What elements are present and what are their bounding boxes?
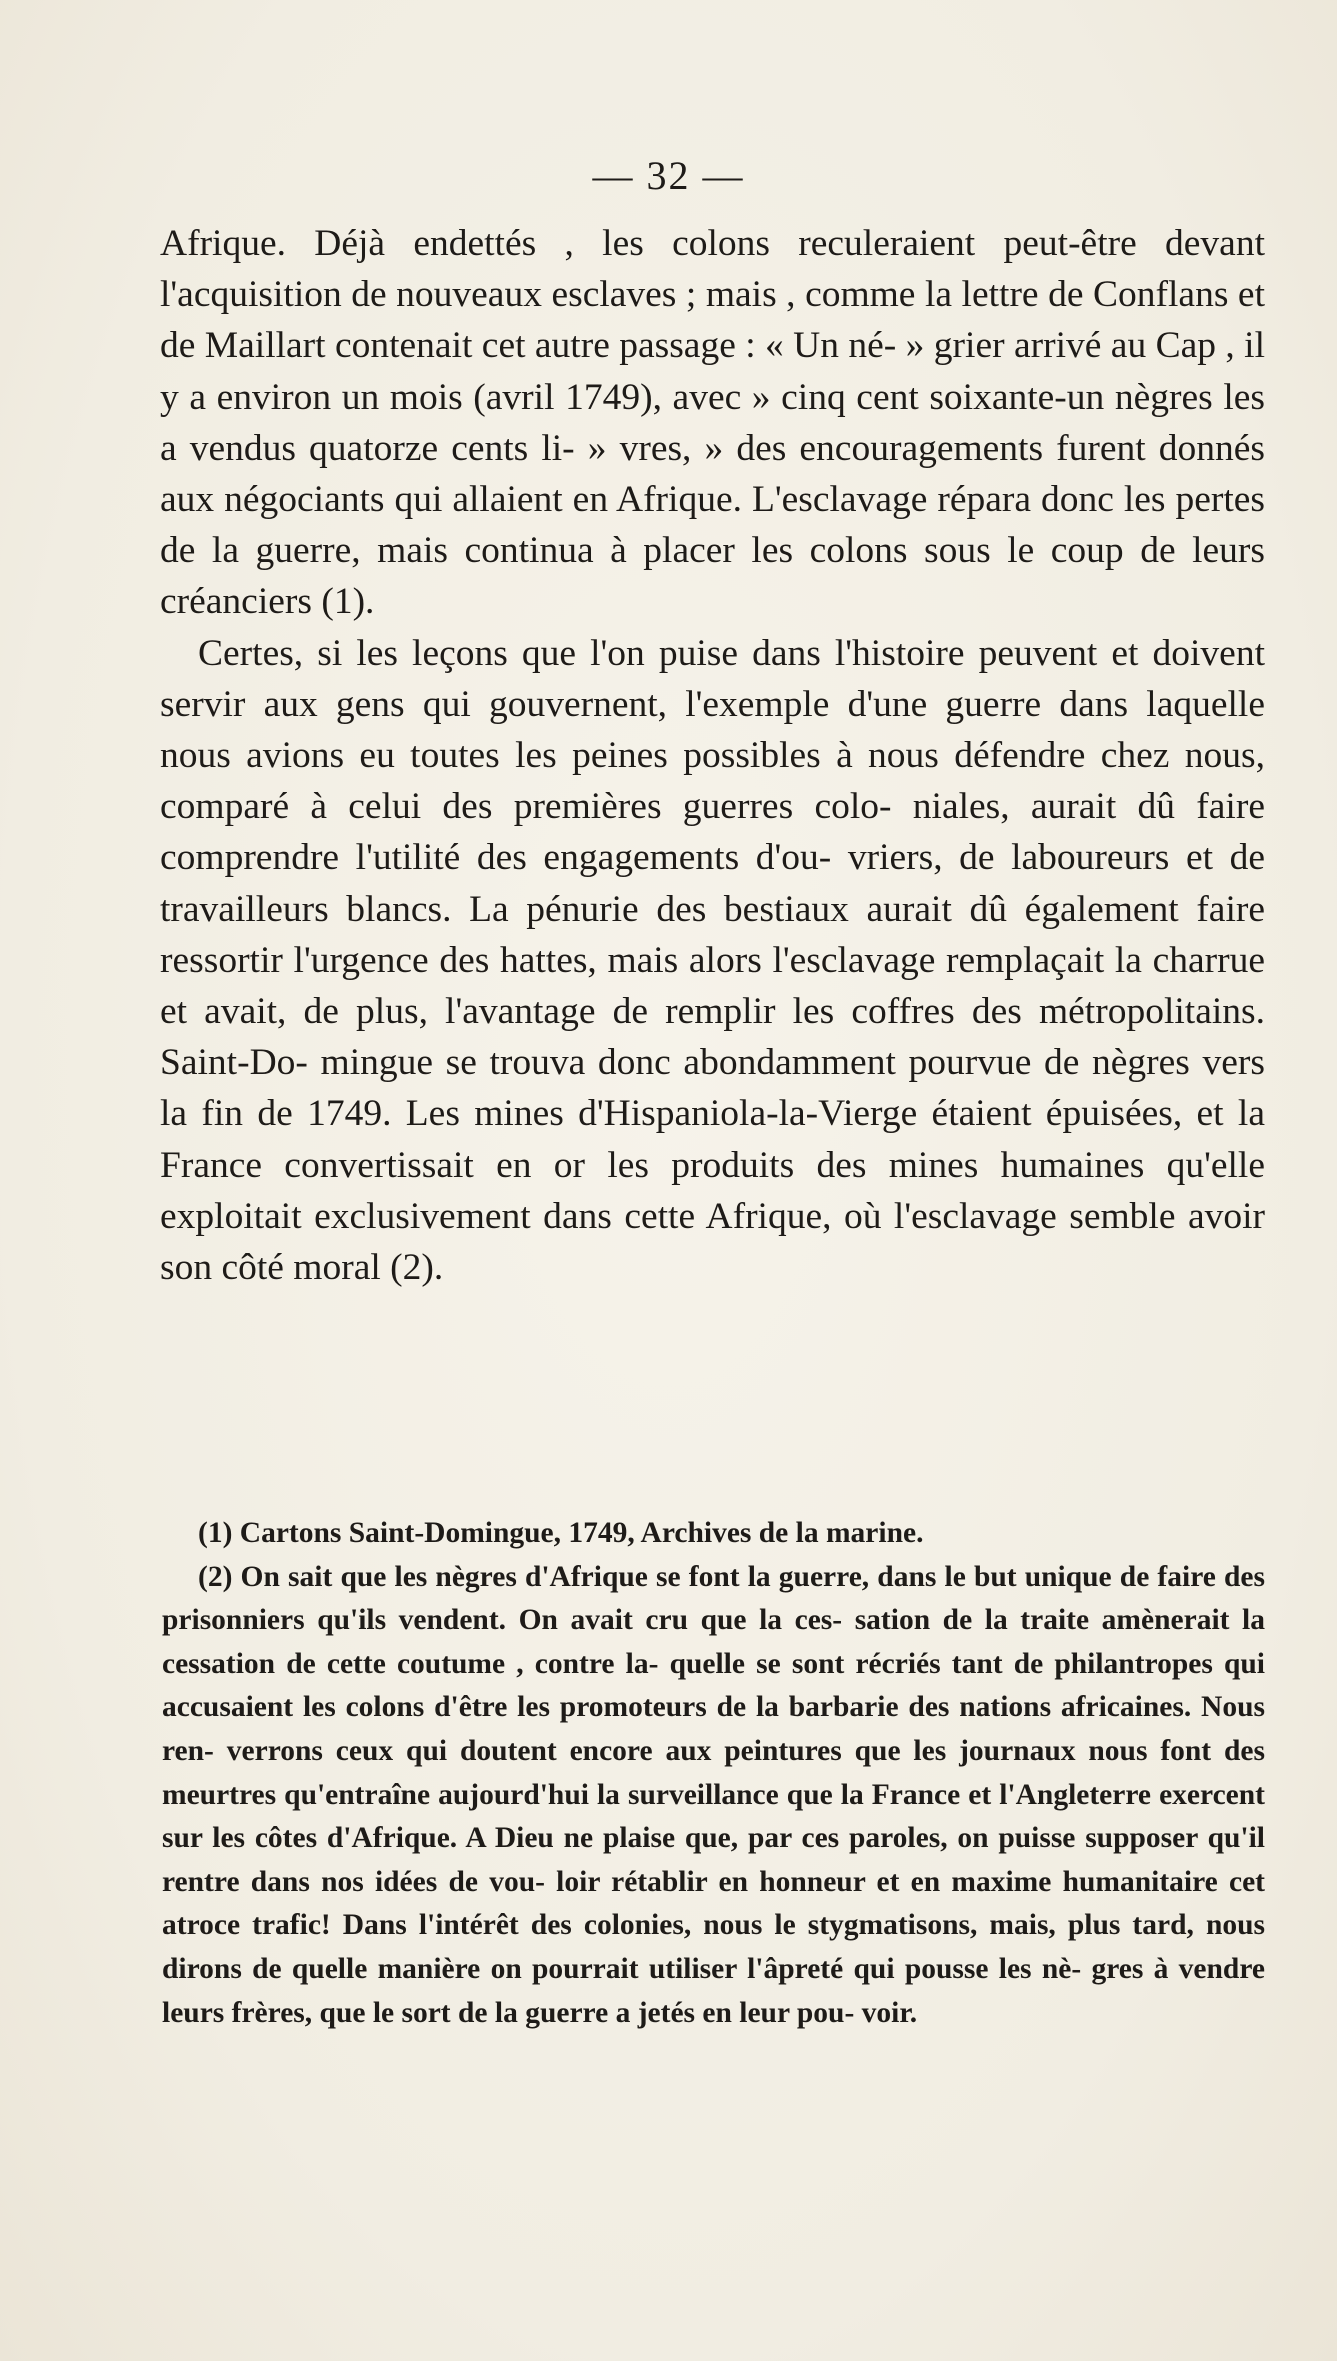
footnote-1: (1) Cartons Saint-Domingue, 1749, Archives de la marine. bbox=[198, 1517, 924, 1549]
footnotes bbox=[162, 1512, 1265, 2035]
paragraph-1: Afrique. Déjà endettés , les colons reculeraient peut-être devant l'acquisition de nouveaux esclaves ; mais , comme la lettre de Conflans et de Maillart contenait cet autre passage : « Un né- » grier arrivé au Cap , il y a environ un mois (avril 1749), avec » cinq cent soixante-un nègres les a vendus quatorze cents li- » vres, » des encouragements furent donnés aux négociants qui allaient en Afrique. L'esclavage répara donc les pertes de la guerre, mais continua à placer les colons sous le coup de leurs créanciers (1). bbox=[160, 223, 1265, 623]
paragraph-2: Certes, si les leçons que l'on puise dans l'histoire peuvent et doivent servir aux gens qui gouvernent, l'exemple d'une guerre dans laquelle nous avions eu toutes les peines possibles à nous défendre chez nous, comparé à celui des premières guerres colo- niales, aurait dû faire comprendre l'utilité des engagements d'ou- vriers, de laboureurs et de travailleurs blancs. La pénurie des bestiaux aurait dû également faire ressortir l'urgence des hattes, mais alors l'esclavage remplaçait la charrue et avait, de plus, l'avantage de remplir les coffres des métropolitains. Saint-Do- mingue se trouva donc abondamment pourvue de nègres vers la fin de 1749. Les mines d'Hispaniola-la-Vierge étaient épuisées, et la France convertissait en or les produits des mines humaines qu'elle exploitait exclusivement dans cette Afrique, où l'esclavage semble avoir son côté moral (2). bbox=[160, 632, 1265, 1289]
footnote-2: (2) On sait que les nègres d'Afrique se font la guerre, dans le but unique de faire des prisonniers qu'ils vendent. On avait cru que la ces- sation de la traite amènerait la cessation de cette coutume , contre la- quelle se sont récriés tant de philantropes qui accusaient les colons d'être les promoteurs de la barbarie des nations africaines. Nous ren- verrons ceux qui doutent encore aux peintures que les journaux nous font des meurtres qu'entraîne aujourd'hui la surveillance que la France et l'Angleterre exercent sur les côtes d'Afrique. A Dieu ne plaise que, par ces paroles, on puisse supposer qu'il rentre dans nos idées de vou- loir rétablir en honneur et en maxime humanitaire cet atroce trafic! Dans l'intérêt des colonies, nous le stygmatisons, mais, plus tard, nous dirons de quelle manière on pourrait utiliser l'âpreté qui pousse les nè- gres à vendre leurs frères, que le sort de la guerre a jetés en leur pou- voir. bbox=[162, 1560, 1265, 2029]
page-number: — 32 — bbox=[592, 153, 745, 198]
main-text bbox=[160, 218, 1265, 1293]
